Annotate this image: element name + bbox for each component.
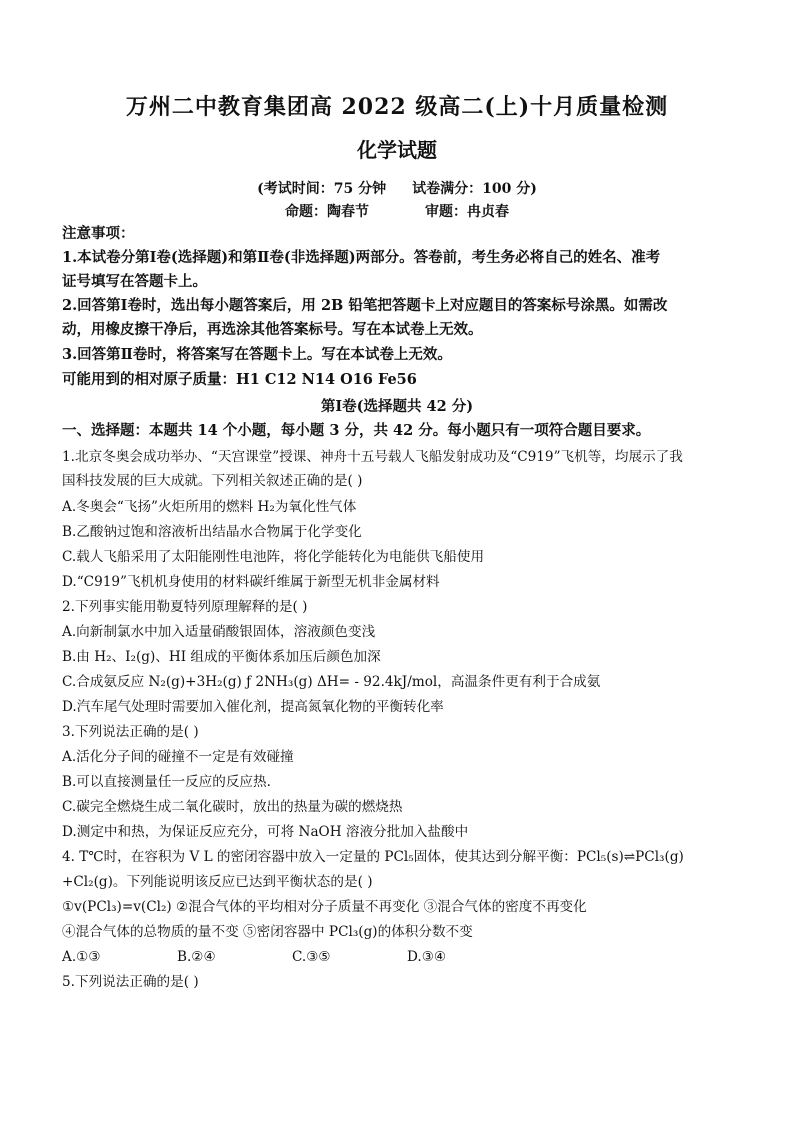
- q1-option-b: B.乙酸钠过饱和溶液析出结晶水合物属于化学变化: [62, 524, 362, 540]
- q1-stem: 1.北京冬奥会成功举办、“天宫课堂”授课、神舟十五号载人飞船发射成功及“C919”飞机等，均展示了我: [62, 449, 683, 465]
- q1-option-d: D.“C919”飞机机身使用的材料碳纤维属于新型无机非金属材料: [62, 574, 440, 590]
- q3-option-c: C.碳完全燃烧生成二氧化碳时，放出的热量为碳的燃烧热: [62, 799, 403, 815]
- q2-stem: 2.下列事实能用勒夏特列原理解释的是( ): [62, 599, 308, 615]
- setter: 命题：陶春节: [285, 204, 369, 220]
- q4-option-a: A.①③: [62, 949, 101, 965]
- q2-option-d: D.汽车尾气处理时需要加入催化剂，提高氮氧化物的平衡转化率: [62, 699, 444, 715]
- section-instruction: 一、选择题：本题共 14 个小题，每小题 3 分，共 42 分。每小题只有一项符合题目要求。: [62, 422, 651, 439]
- q4-conditions: ①v(PCl₃)=v(Cl₂) ②混合气体的平均相对分子质量不再变化 ③混合气体的密度不再变化: [62, 899, 587, 915]
- section-title: 第Ⅰ卷(选择题共 42 分): [320, 398, 474, 415]
- exam-title: 万州二中教育集团高 2022 级高二(上)十月质量检测: [125, 94, 669, 120]
- q1-stem: 国科技发展的巨大成就。下列相关叙述正确的是( ): [62, 473, 363, 489]
- notice-heading: 注意事项：: [62, 225, 135, 242]
- q3-option-a: A.活化分子间的碰撞不一定是有效碰撞: [62, 749, 294, 765]
- q4-option-d: D.③④: [407, 949, 447, 965]
- q3-option-b: B.可以直接测量任一反应的反应热.: [62, 774, 271, 790]
- full-score: 试卷满分：100 分): [412, 181, 537, 197]
- notice-item: 证号填写在答题卡上。: [62, 273, 207, 290]
- q4-option-c: C.③⑤: [292, 949, 331, 965]
- exam-time: (考试时间：75 分钟: [257, 181, 387, 197]
- q4-stem: 4. T℃时，在容积为 V L 的密闭容器中放入一定量的 PCl₅固体，使其达到分解平衡：PCl₅(s)⇌PCl₃(g): [62, 849, 684, 865]
- notice-item: 3.回答第Ⅱ卷时，将答案写在答题卡上。写在本试卷上无效。: [62, 346, 452, 363]
- q2-option-b: B.由 H₂、I₂(g)、HI 组成的平衡体系加压后颜色加深: [62, 649, 381, 665]
- q2-option-a: A.向新制氯水中加入适量硝酸银固体，溶液颜色变浅: [62, 624, 376, 640]
- notice-item: 1.本试卷分第Ⅰ卷(选择题)和第Ⅱ卷(非选择题)两部分。答卷前，考生务必将自己的姓名、准考: [62, 249, 661, 266]
- exam-info: [0, 178, 794, 198]
- notice-item: 2.回答第Ⅰ卷时，选出每小题答案后，用 2B 铅笔把答题卡上对应题目的答案标号涂黑。如需改: [62, 297, 668, 314]
- q3-option-d: D.测定中和热，为保证反应充分，可将 NaOH 溶液分批加入盐酸中: [62, 824, 469, 840]
- q4-conditions: ④混合气体的总物质的量不变 ⑤密闭容器中 PCl₃(g)的体积分数不变: [62, 924, 473, 940]
- q1-option-c: C.载人飞船采用了太阳能刚性电池阵，将化学能转化为电能供飞船使用: [62, 549, 485, 565]
- q5-stem: 5.下列说法正确的是( ): [62, 974, 199, 990]
- q4-options: [62, 947, 742, 967]
- atomic-masses: 可能用到的相对原子质量：H1 C12 N14 O16 Fe56: [62, 371, 417, 388]
- q4-stem: +Cl₂(g)。下列能说明该反应已达到平衡状态的是( ): [62, 874, 373, 890]
- q2-option-c: C.合成氨反应 N₂(g)+3H₂(g) ƒ 2NH₃(g) ΔH= - 92.4kJ/mol，高温条件更有利于合成氨: [62, 674, 601, 690]
- q1-option-a: A.冬奥会“飞扬”火炬所用的燃料 H₂为氧化性气体: [62, 499, 357, 515]
- exam-staff: [0, 201, 794, 221]
- reviewer: 审题：冉贞春: [425, 204, 509, 220]
- notice-item: 动，用橡皮擦干净后，再选涂其他答案标号。写在本试卷上无效。: [62, 321, 483, 338]
- q4-option-b: B.②④: [177, 949, 216, 965]
- q3-stem: 3.下列说法正确的是( ): [62, 724, 199, 740]
- exam-subject: 化学试题: [357, 138, 437, 162]
